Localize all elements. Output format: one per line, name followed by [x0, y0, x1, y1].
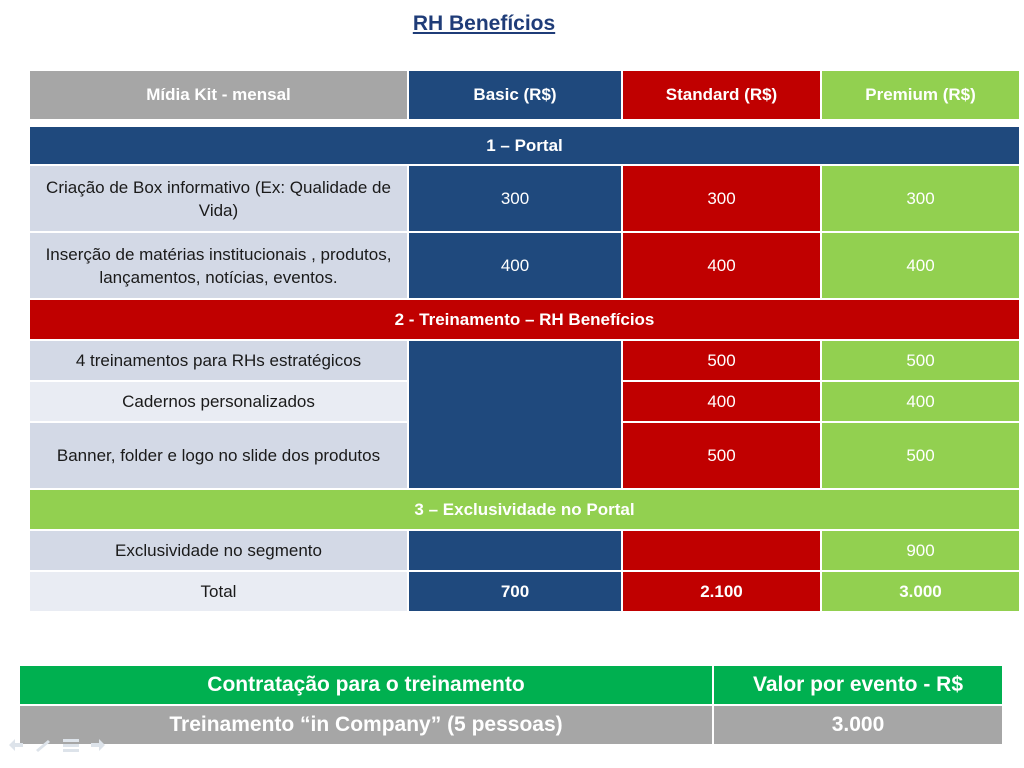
total-standard: 2.100: [622, 571, 821, 612]
row-label: Exclusividade no segmento: [29, 530, 408, 571]
standard-value: 400: [622, 381, 821, 422]
total-label: Total: [29, 571, 408, 612]
section-portal-row: [29, 126, 1020, 165]
row-label: Banner, folder e logo no slide dos produtos: [29, 422, 408, 489]
page-title: RH Benefícios: [412, 12, 556, 35]
header-media-kit: Mídia Kit - mensal: [29, 70, 408, 120]
standard-value: 300: [622, 165, 821, 232]
training-row-label: Treinamento “in Company” (5 pessoas): [19, 705, 713, 745]
premium-value: 500: [821, 422, 1020, 489]
row-label: Inserção de matérias institucionais , produtos, lançamentos, notícias, eventos.: [29, 232, 408, 299]
media-kit-table: [28, 69, 1021, 613]
standard-value: 500: [622, 340, 821, 381]
training-header-value: Valor por evento - R$: [713, 665, 1003, 705]
total-basic: 700: [408, 571, 622, 612]
standard-empty-cell: [622, 530, 821, 571]
basic-value: 300: [408, 165, 622, 232]
total-row: [29, 571, 1020, 612]
premium-value: 300: [821, 165, 1020, 232]
premium-value: 400: [821, 232, 1020, 299]
premium-value: 400: [821, 381, 1020, 422]
section-title: 2 - Treinamento – RH Benefícios: [29, 299, 1020, 340]
premium-value: 900: [821, 530, 1020, 571]
header-premium: Premium (R$): [821, 70, 1020, 120]
standard-value: 400: [622, 232, 821, 299]
training-header-label: Contratação para o treinamento: [19, 665, 713, 705]
standard-value: 500: [622, 422, 821, 489]
total-premium: 3.000: [821, 571, 1020, 612]
training-table: [18, 664, 1004, 746]
basic-value: 400: [408, 232, 622, 299]
arrow-left-icon[interactable]: [8, 738, 24, 757]
basic-empty-cell: [408, 530, 622, 571]
table-row: [29, 530, 1020, 571]
header-basic: Basic (R$): [408, 70, 622, 120]
menu-icon[interactable]: [62, 738, 80, 757]
training-header-row: [19, 665, 1003, 705]
arrow-right-icon[interactable]: [90, 738, 106, 757]
training-row-value: 3.000: [713, 705, 1003, 745]
basic-empty-cell: [408, 340, 622, 489]
section-training-row: [29, 299, 1020, 340]
table-row: [29, 165, 1020, 232]
premium-value: 500: [821, 340, 1020, 381]
section-exclusivity-row: [29, 489, 1020, 530]
pen-icon[interactable]: [34, 738, 52, 757]
row-label: Cadernos personalizados: [29, 381, 408, 422]
row-label: 4 treinamentos para RHs estratégicos: [29, 340, 408, 381]
row-label: Criação de Box informativo (Ex: Qualidade de Vida): [29, 165, 408, 232]
table-header-row: [29, 70, 1020, 120]
slide-nav: [8, 738, 106, 757]
section-title: 1 – Portal: [29, 126, 1020, 165]
training-row: [19, 705, 1003, 745]
header-standard: Standard (R$): [622, 70, 821, 120]
section-title: 3 – Exclusividade no Portal: [29, 489, 1020, 530]
table-row: [29, 232, 1020, 299]
table-row: [29, 340, 1020, 381]
